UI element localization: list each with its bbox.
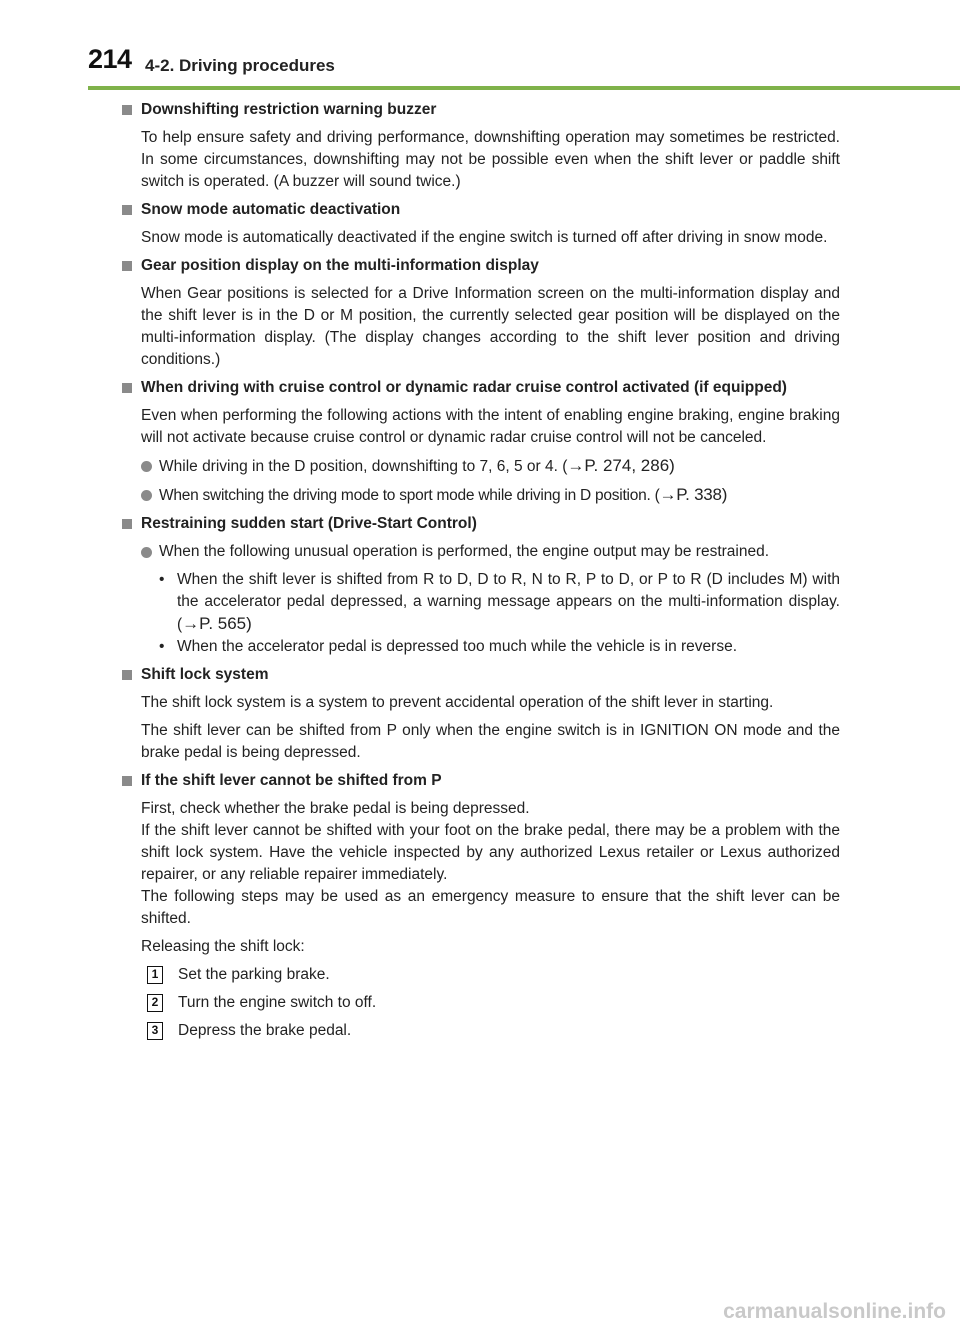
paragraph: If the shift lever cannot be shifted with your foot on the brake pedal, there may be a problem with the shift lock system. Have the vehicle inspected by any authorized Lexus retailer or Lexus authorized repairer, or any reliable repairer immediately. [141,822,840,883]
bullet-text: When the following unusual operation is performed, the engine output may be restrained. [159,543,770,560]
paragraph: Snow mode is automatically deactivated if the engine switch is turned off after driving in snow mode. [141,229,828,246]
page-reference-link[interactable]: →P. 565) [182,614,252,633]
step-number-badge: 3 [147,1022,163,1040]
sub-list-item [141,636,840,658]
heading-text: Downshifting restriction warning buzzer [141,101,437,118]
step-text: Set the parking brake. [178,966,330,983]
sub-bullet-marker: • [159,571,165,588]
sub-bullet-text: When the accelerator pedal is depressed too much while the vehicle is in reverse. [177,638,738,655]
heading-gear-position-display [122,255,840,277]
sub-list-item [141,569,840,636]
heading-text: Shift lock system [141,666,269,683]
heading-downshifting-restriction [122,99,840,121]
heading-snow-mode [122,199,840,221]
square-bullet-icon [122,105,132,115]
heading-cannot-shift-from-p [122,770,840,792]
step-item [141,992,840,1014]
paragraph: To help ensure safety and driving performance, downshifting operation may sometimes be restricted. In some circumstances, downshifting may not be possible even when the shift lever or paddle shift switch is operated. (A buzzer will sound twice.) [141,129,840,190]
square-bullet-icon [122,670,132,680]
page-header [0,0,960,90]
circle-bullet-icon [141,490,152,501]
circle-bullet-icon [141,461,152,472]
heading-drive-start-control [122,513,840,535]
paragraph: Even when performing the following actions with the intent of enabling engine braking, engine braking will not activate because cruise control or dynamic radar cruise control will not be canceled. [141,407,840,446]
bullet-text: When switching the driving mode to sport mode while driving in D position. ( [159,487,660,504]
paragraph: When Gear positions is selected for a Drive Information screen on the multi-information display and the shift lever is in the D or M position, the currently selected gear position will be displayed on the multi-information display. (The display changes according to the shift lever position and driving conditions.) [141,285,840,368]
section-title: 4-2. Driving procedures [145,56,335,75]
heading-shift-lock-system [122,664,840,686]
header-divider [88,86,960,90]
square-bullet-icon [122,519,132,529]
step-number-badge: 1 [147,966,163,984]
step-text: Depress the brake pedal. [178,1022,352,1039]
heading-text: Restraining sudden start (Drive-Start Control) [141,515,477,532]
heading-text: If the shift lever cannot be shifted from P [141,772,442,789]
paragraph: The following steps may be used as an emergency measure to ensure that the shift lever can be shifted. [141,888,840,927]
square-bullet-icon [122,261,132,271]
paragraph: First, check whether the brake pedal is being depressed. [141,800,530,817]
paragraph: The shift lock system is a system to prevent accidental operation of the shift lever in starting. [141,694,774,711]
paragraph: Releasing the shift lock: [141,938,305,955]
heading-text: Gear position display on the multi-information display [141,257,539,274]
bullet-text: While driving in the D position, downshifting to 7, 6, 5 or 4. ( [159,458,568,475]
list-item [141,484,840,507]
step-number-badge: 2 [147,994,163,1012]
step-item [141,964,840,986]
watermark: carmanualsonline.info [723,1300,946,1323]
step-item [141,1020,840,1042]
square-bullet-icon [122,205,132,215]
sub-bullet-marker: • [159,638,165,655]
step-text: Turn the engine switch to off. [178,994,377,1011]
sub-bullet-text: When the shift lever is shifted from R to D, D to R, N to R, P to D, or P to R (D includes M) with the accelerator pedal depressed, a warning message appears on the multi-information display. ( [177,571,840,633]
square-bullet-icon [122,776,132,786]
circle-bullet-icon [141,547,152,558]
heading-text: Snow mode automatic deactivation [141,201,401,218]
page-reference-link[interactable]: →P. 274, 286) [567,456,675,475]
square-bullet-icon [122,383,132,393]
page-number: 214 [88,44,132,74]
heading-text: When driving with cruise control or dynamic radar cruise control activated (if equipped) [141,379,787,396]
list-item [141,455,840,478]
page-reference-link[interactable]: →P. 338) [659,485,728,504]
paragraph: The shift lever can be shifted from P only when the engine switch is in IGNITION ON mode and the brake pedal is being depressed. [141,722,840,761]
page-body [122,99,840,1042]
list-item [141,541,840,563]
heading-cruise-control [122,377,840,399]
